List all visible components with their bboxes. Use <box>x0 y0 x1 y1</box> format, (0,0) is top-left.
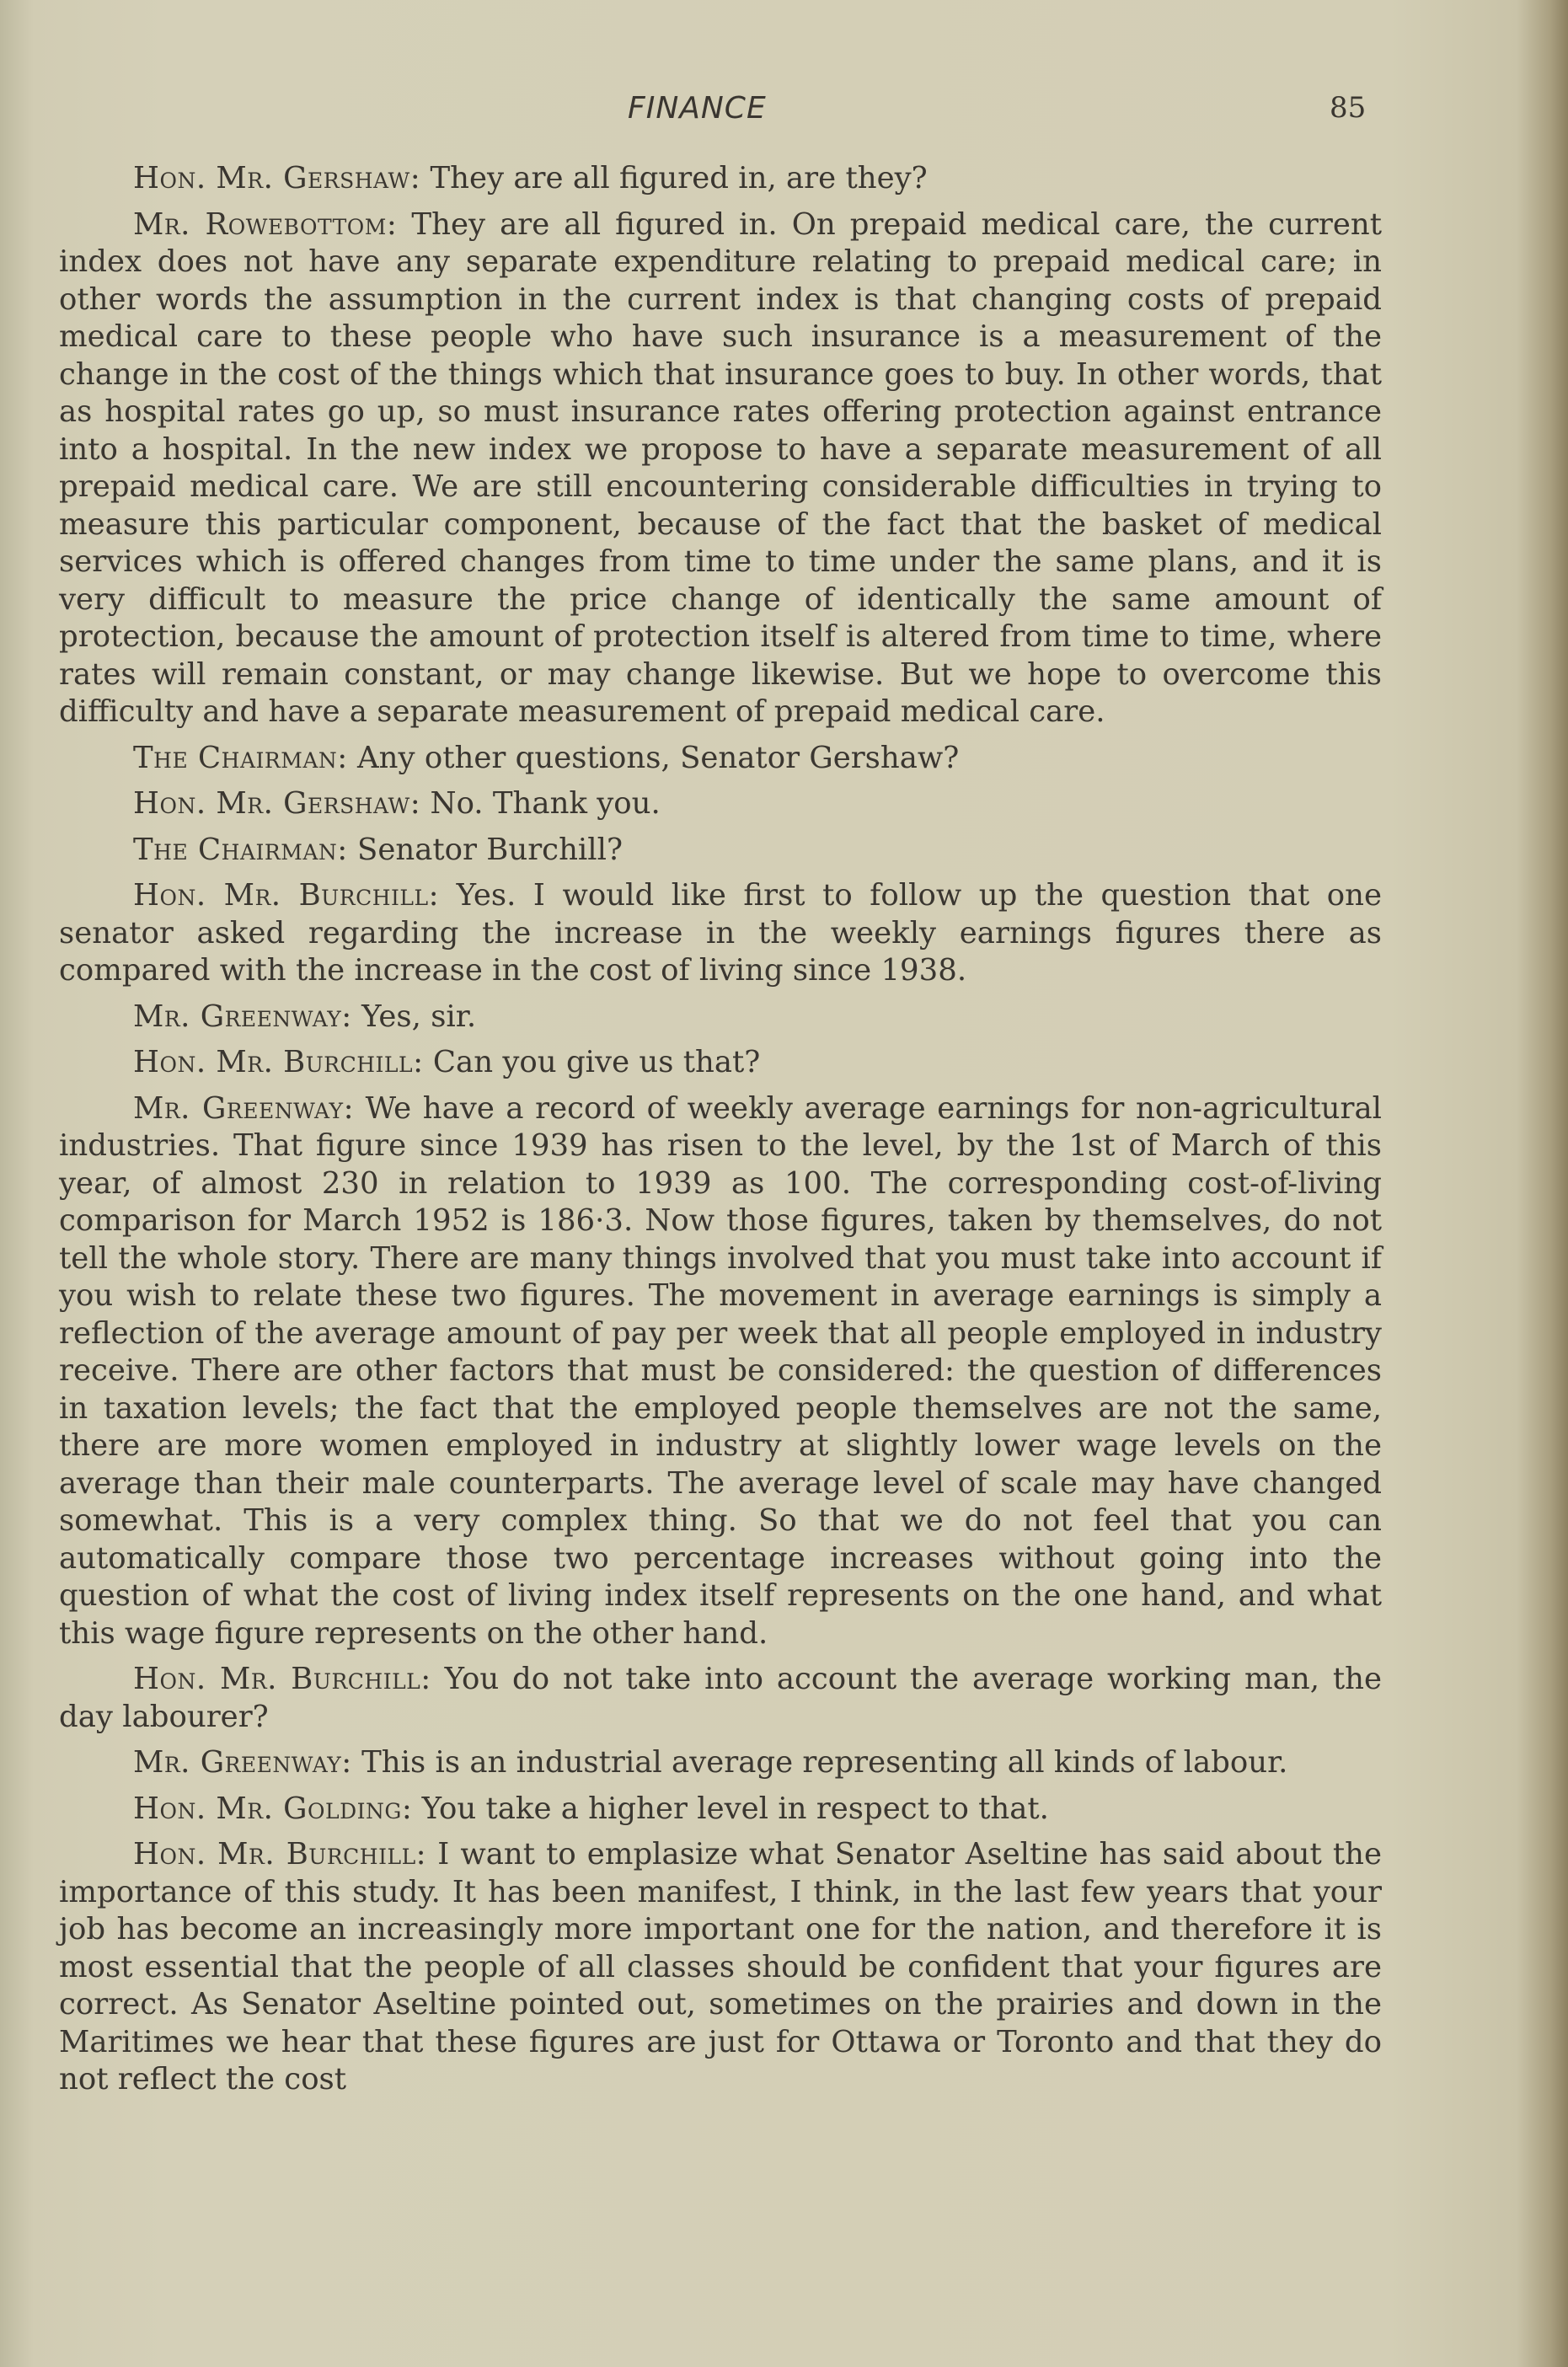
speech: Can you give us that? <box>432 1045 761 1079</box>
paragraph <box>59 785 1382 823</box>
speech: Yes, sir. <box>361 999 477 1034</box>
speaker: Mr. Greenway: <box>133 1745 352 1780</box>
speech: You take a higher level in respect to that. <box>421 1791 1049 1826</box>
page-title: FINANCE <box>628 91 767 126</box>
speech: Any other questions, Senator Gershaw? <box>357 740 960 775</box>
speech: We have a record of weekly average earnings for non-agricultural industries. That figure since 1939 has risen to the level, by the 1st of March of this year, of almost 230 in relation to 1939 as 100. The corresponding cost-of-living comparison for March 1952 is 186·3. Now those figures, taken by themselves, do not tell the whole story. There are many things involved that you must take into account if you wish to relate these two figures. The movement in average earnings is simply a reflection of the average amount of pay per week that all people employed in industry receive. There are other factors that must be considered: the question of differences in taxation levels; the fact that the employed people themselves are not the same, there are more women employed in industry at slightly lower wage levels on the average than their male counterparts. The average level of scale may have changed somewhat. This is a very complex thing. So that we do not feel that you can automatically compare those two percentage increases without going into the question of what the cost of living index itself represents on the one hand, and what this wage figure represents on the other hand. <box>59 1090 1382 1651</box>
speech: Senator Burchill? <box>357 832 623 867</box>
paragraph <box>59 1744 1382 1782</box>
speaker: Hon. Mr. Golding: <box>133 1791 413 1826</box>
speaker: Hon. Mr. Burchill: <box>133 1837 427 1872</box>
running-head <box>0 91 1568 133</box>
paragraph <box>59 1090 1382 1653</box>
paragraph <box>59 1044 1382 1082</box>
speech: You do not take into account the average working man, the day labourer? <box>59 1662 1382 1734</box>
speaker: Hon. Mr. Burchill: <box>133 878 440 913</box>
paragraph <box>59 1661 1382 1736</box>
paragraph <box>59 1791 1382 1829</box>
speaker: Mr. Rowebottom: <box>133 206 398 242</box>
speaker: Hon. Mr. Burchill: <box>133 1045 424 1079</box>
page-number: 85 <box>1330 91 1367 125</box>
paragraph <box>59 740 1382 778</box>
speech: Yes. I would like first to follow up the question that one senator asked regarding the increase in the weekly earnings figures there as compared with the increase in the cost of living since 1938. <box>59 878 1382 988</box>
transcript-body <box>59 160 1382 2107</box>
speaker: Hon. Mr. Gershaw: <box>133 786 421 821</box>
speaker: The Chairman: <box>133 740 348 775</box>
speaker: Hon. Mr. Burchill: <box>133 1662 431 1696</box>
speaker: Hon. Mr. Gershaw: <box>133 161 421 195</box>
speaker: Mr. Greenway: <box>133 1090 355 1126</box>
speech: I want to emplasize what Senator Aseltine has said about the importance of this study. It has been manifest, I think, in the last few years that your job has become an increasingly more important one for the nation, and therefore it is most essential that the people of all classes should be confident that your figures are correct. As Senator Aseltine pointed out, sometimes on the prairies and down in the Maritimes we hear that these figures are just for Ottawa or Toronto and that they do not reflect the cost <box>59 1837 1383 2097</box>
paragraph <box>59 1836 1382 2099</box>
paragraph <box>59 206 1382 731</box>
speech: They are all figured in, are they? <box>430 161 928 195</box>
speech: This is an industrial average representing all kinds of labour. <box>361 1745 1288 1780</box>
paragraph <box>59 999 1382 1036</box>
speech: They are all figured in. On prepaid medical care, the current index does not have any separate expenditure relating to prepaid medical care; in other words the assumption in the current index is that changing costs of prepaid medical care to these people who have such insurance is a measurement of the change in the cost of the things which that insurance goes to buy. In other words, that as hospital rates go up, so must insurance rates offering protection against entrance into a hospital. In the new index we propose to have a separate measurement of all prepaid medical care. We are still encountering considerable difficulties in trying to measure this particular component, because of the fact that the basket of medical services which is offered changes from time to time under the same plans, and it is very difficult to measure the price change of identically the same amount of protection, because the amount of protection itself is altered from time to time, where rates will remain constant, or may change likewise. But we hope to overcome this difficulty and have a separate measurement of prepaid medical care. <box>59 206 1382 729</box>
paragraph <box>59 877 1382 990</box>
paragraph <box>59 160 1382 198</box>
paragraph <box>59 832 1382 870</box>
speech: No. Thank you. <box>430 786 661 821</box>
speaker: The Chairman: <box>133 832 348 867</box>
speaker: Mr. Greenway: <box>133 999 352 1034</box>
